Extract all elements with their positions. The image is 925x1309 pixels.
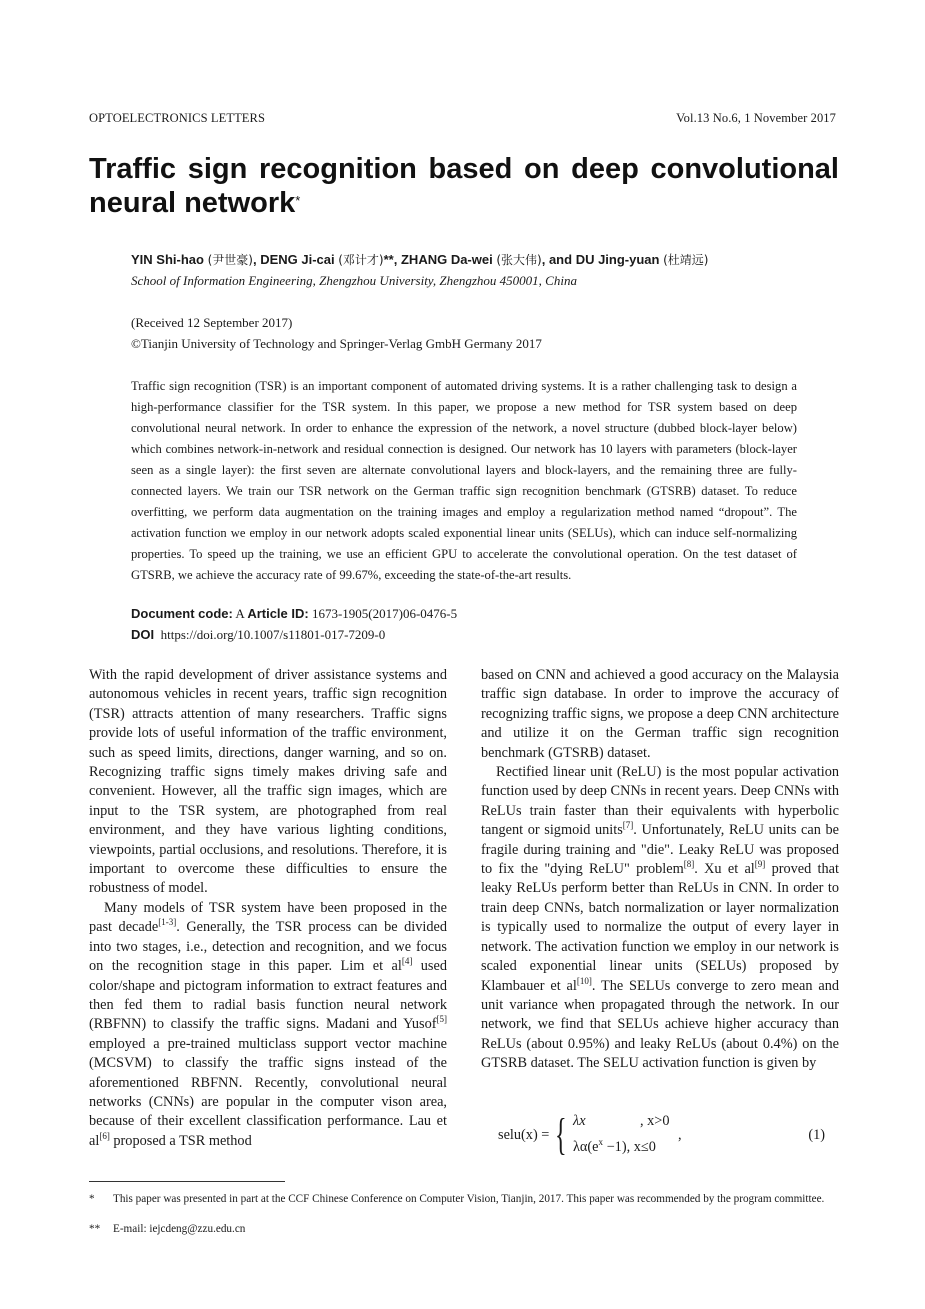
equation-case2-head: λα(e — [573, 1138, 599, 1155]
equation-case1-condition: , x>0 — [640, 1113, 670, 1129]
equation-case2 — [573, 1137, 656, 1156]
article-id-value: 1673-1905(2017)06-0476-5 — [311, 606, 458, 621]
document-code-line — [131, 606, 457, 622]
equation-selu — [481, 1110, 839, 1163]
title-text: Traffic sign recognition based on deep convolutional neural network — [89, 153, 839, 219]
body-column-left — [89, 666, 447, 1151]
footnote-mark: * — [89, 1193, 95, 1205]
author-chinese-name: (邓计才) — [338, 253, 384, 267]
citation-ref[interactable]: [5] — [436, 1014, 447, 1025]
author-chinese-name: (杜靖远) — [663, 253, 709, 267]
title-footnote-mark: * — [295, 193, 301, 208]
paragraph-text: proposed a TSR method — [109, 1132, 252, 1149]
author-separator: , and — [541, 252, 573, 267]
author-name: DENG Ji-cai — [260, 252, 335, 267]
author-chinese-name: (张大伟) — [496, 253, 542, 267]
footnote — [89, 1223, 839, 1237]
citation-ref[interactable]: [6] — [99, 1130, 110, 1141]
footnote-text: This paper was presented in part at the CCF Chinese Conference on Computer Vision, Tianjin, 2017. This paper was recommended by the program committee. — [113, 1193, 825, 1205]
paragraph-text: used color/shape and pictogram information to extract features and then fed them to radial basis function neural network (RBFNN) to classify the traffic signs. Madani and Yusof — [89, 958, 447, 1033]
author-list — [131, 251, 708, 268]
left-brace-icon: { — [555, 1110, 567, 1159]
paragraph-text: . Xu et al — [694, 861, 755, 878]
copyright-notice: ©Tianjin University of Technology and Springer-Verlag GmbH Germany 2017 — [131, 336, 542, 351]
footnote-text: E-mail: iejcdeng@zzu.edu.cn — [113, 1223, 246, 1235]
body-paragraph — [481, 666, 839, 763]
document-code-value: A — [235, 606, 245, 621]
paragraph-text: based on CNN and achieved a good accuracy on the Malaysia traffic sign database. In order to improve the accuracy of recognizing traffic signs, we propose a deep CNN architecture and utilize it on the German traffic sign recognition benchmark (GTSRB) dataset. — [481, 667, 839, 761]
doi-label: DOI — [131, 627, 155, 642]
article-id-label: Article ID: — [247, 606, 309, 621]
journal-name: OPTOELECTRONICS LETTERS — [89, 111, 266, 125]
author-separator: , — [252, 252, 257, 267]
footnote — [89, 1193, 839, 1221]
citation-ref[interactable]: [4] — [401, 956, 413, 967]
paragraph-text: proved that leaky ReLUs perform better than ReLUs in CNN. In order to train deep CNNs, batch normalization or layer normalization is typically used to normalize the output of every layer in network. The activation function we employ in our network is scaled exponential linear units (SELUs) proposed by Klambauer et al — [481, 861, 839, 994]
author-name: DU Jing-yuan — [575, 252, 660, 267]
equation-comma: , — [678, 1127, 682, 1143]
author-name: YIN Shi-hao — [131, 252, 204, 267]
equation-case2-tail: −1), x≤0 — [603, 1138, 656, 1155]
equation-case2-exponent: x — [598, 1137, 604, 1147]
issue-info: Vol.13 No.6, 1 November 2017 — [676, 111, 836, 125]
citation-ref[interactable]: [9] — [754, 859, 766, 870]
paragraph-text: employed a pre-trained multiclass support vector machine (MCSVM) to classify the traffic signs instead of the aforementioned RBFNN. Recently, convolutional neural networks (CNNs) are popular in the computer vison area, because of their excellent classification performance. Lau et al — [89, 1035, 447, 1149]
equation-lhs: selu(x) = — [498, 1127, 550, 1143]
equation-number: (1) — [808, 1127, 825, 1143]
equation-case1-expr: λx — [573, 1113, 586, 1129]
citation-ref[interactable]: [8] — [683, 859, 695, 870]
doi-link[interactable]: https://doi.org/10.1007/s11801-017-7209-0 — [160, 627, 386, 642]
paragraph-text: . The SELUs converge to zero mean and unit variance when propagated through the network. In our network, we find that SELUs achieve higher accuracy than ReLUs (about 0.95%) and leaky ReLUs (about 0.4%) on the GTSRB dataset. The SELU activation function is given by — [481, 977, 840, 1072]
affiliation: School of Information Engineering, Zhengzhou University, Zhengzhou 450001, China — [131, 273, 577, 288]
paragraph-text: . Generally, the TSR process can be divided into two stages, i.e., detection and recognition, and we focus on the recognition stage in this paper. Lim et al — [89, 919, 447, 975]
author-chinese-name: (尹世豪) — [207, 253, 253, 267]
document-code-label: Document code: — [131, 606, 233, 621]
author-name: ZHANG Da-wei — [400, 252, 493, 267]
received-date: (Received 12 September 2017) — [131, 315, 293, 330]
author-separator: **, — [383, 252, 398, 267]
paragraph-text: Rectified linear unit (ReLU) is the most popular activation function used by deep CNNs in recent years. Deep CNNs with ReLUs train faster than their equivalents with hyperbolic tangent or sigmoid units — [481, 764, 839, 839]
body-column-right — [481, 666, 839, 1074]
body-paragraph — [89, 899, 447, 1151]
paragraph-text: Many models of TSR system have been proposed in the past decade — [89, 899, 447, 936]
citation-ref[interactable]: [1-3] — [158, 917, 177, 928]
paragraph-text: With the rapid development of driver assistance systems and autonomous vehicles in recent years, traffic sign recognition (TSR) attracts attention of many researchers. Traffic signs provide lots of useful information of the traffic environment, such as speed limits, directions, danger warning, and so on. Recognizing traffic signs timely makes driving safe and convenient. However, all the traffic sign images, which are input to the TSR system, are photographed from real environment, and they have various lighting conditions, viewpoints, partial occlusions, and resolutions. Therefore, it is important to overcome these difficulties to ensure the robustness of model. — [89, 667, 447, 897]
paper-title — [89, 152, 839, 220]
footnote-mark: ** — [89, 1223, 101, 1235]
citation-ref[interactable]: [7] — [622, 820, 634, 831]
body-paragraph — [481, 763, 839, 1074]
doi-line — [131, 627, 385, 643]
paragraph-text: . Unfortunately, ReLU units can be fragile during training and "die". Leaky ReLU was proposed to fix the "dying ReLU" problem — [481, 822, 839, 878]
footnote-divider — [89, 1181, 285, 1182]
citation-ref[interactable]: [10] — [576, 975, 592, 986]
abstract: Traffic sign recognition (TSR) is an important component of automated driving systems. It is a rather challenging task to design a high-performance classifier for the TSR system. In this paper, we propose a new method for TSR system based on deep convolutional neural network. In order to enhance the expression of the network, a novel structure (dubbed block-layer below) which combines network-in-network and residual connection is designed. Our network has 10 layers with parameters (block-layer seen as a single layer): the first seven are alternate convolutional layers and block-layers, and the remaining three are fully-connected layers. We train our TSR network on the German traffic sign recognition benchmark (GTSRB) dataset. To reduce overfitting, we perform data augmentation on the training images and employ a regularization method named “dropout”. The activation function we employ in our network adopts scaled exponential linear units (SELUs), which can induce self-normalizing properties. To speed up the training, we use an efficient GPU to accelerate the convolutional operation. On the test dataset of GTSRB, we achieve the accuracy rate of 99.67%, exceeding the state-of-the-art results. — [131, 379, 797, 582]
body-paragraph — [89, 666, 447, 899]
